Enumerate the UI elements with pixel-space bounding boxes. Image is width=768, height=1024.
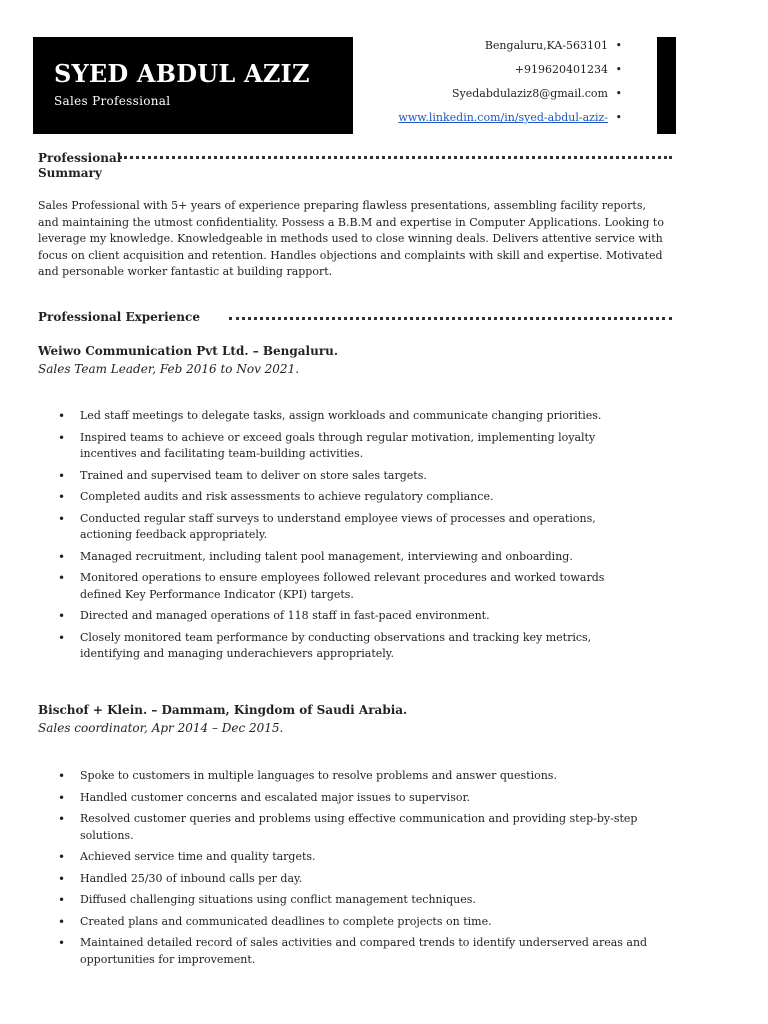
bullet-item: • Trained and supervised team to deliver on store sales targets. <box>38 468 648 485</box>
summary-divider <box>119 156 672 159</box>
experience-divider <box>229 317 672 320</box>
contact-linkedin: www.linkedin.com/in/syed-abdul-aziz- • <box>398 111 622 124</box>
bullet-item: • Closely monitored team performance by conducting observations and tracking key metrics, identifying and managing underachievers appropriately. <box>38 630 648 663</box>
contact-phone: +919620401234 • <box>514 63 622 76</box>
linkedin-link[interactable]: www.linkedin.com/in/syed-abdul-aziz- <box>398 111 608 124</box>
job-title: Sales coordinator, Apr 2014 – Dec 2015. <box>38 721 284 735</box>
job-title: Sales Team Leader, Feb 2016 to Nov 2021. <box>38 362 300 376</box>
contact-email: Syedabdulaziz8@gmail.com • <box>452 87 622 100</box>
summary-text: Sales Professional with 5+ years of experience preparing flawless presentations, assembling facility reports, and maintaining the utmost confidentiality. Possess a B.B.M and expertise in Computer Applications. Looking to leverage my knowledge. Knowledgeable in methods used to close winning deals. Delivers attentive service with focus on client acquisition and retention. Handles objections and complaints with skill and expertise. Motivated and personable worker fantastic at building rapport. <box>38 199 664 278</box>
bullet-item: • Managed recruitment, including talent pool management, interviewing and onboarding. <box>38 549 648 566</box>
bullet-item: • Maintained detailed record of sales activities and compared trends to identify underserved areas and opportunities for improvement. <box>38 935 648 968</box>
job-company: Weiwo Communication Pvt Ltd. – Bengaluru. <box>38 344 339 358</box>
contact-address: Bengaluru,KA-563101 • <box>484 39 622 52</box>
name-header <box>33 37 353 134</box>
bullet-item: • Led staff meetings to delegate tasks, assign workloads and communicate changing priorities. <box>38 408 648 425</box>
bullet-item: • Handled 25/30 of inbound calls per day. <box>38 871 648 888</box>
job-bullets <box>38 408 648 668</box>
job-company: Bischof + Klein. – Dammam, Kingdom of Saudi Arabia. <box>38 703 408 717</box>
bullet-item: • Spoke to customers in multiple languages to resolve problems and answer questions. <box>38 768 648 785</box>
experience-heading: Professional Experience <box>38 310 200 324</box>
contact-block <box>398 37 622 133</box>
candidate-role: Sales Professional <box>54 94 171 108</box>
bullet-item: • Directed and managed operations of 118 staff in fast-paced environment. <box>38 608 648 625</box>
bullet-item: • Completed audits and risk assessments to achieve regulatory compliance. <box>38 489 648 506</box>
candidate-name: SYED ABDUL AZIZ <box>54 59 310 88</box>
bullet-item: • Conducted regular staff surveys to understand employee views of processes and operations, actioning feedback appropriately. <box>38 511 648 544</box>
summary-heading: Professional Summary <box>38 151 122 180</box>
bullet-item: • Achieved service time and quality targets. <box>38 849 648 866</box>
bullet-item: • Monitored operations to ensure employees followed relevant procedures and worked towards defined Key Performance Indicator (KPI) targets. <box>38 570 648 603</box>
bullet-item: • Resolved customer queries and problems using effective communication and providing step-by-step solutions. <box>38 811 648 844</box>
bullet-item: • Created plans and communicated deadlines to complete projects on time. <box>38 914 648 931</box>
bullet-item: • Inspired teams to achieve or exceed goals through regular motivation, implementing loyalty incentives and facilitating team-building activities. <box>38 430 648 463</box>
job-bullets <box>38 768 648 973</box>
bullet-item: • Diffused challenging situations using conflict management techniques. <box>38 892 648 909</box>
bullet-item: • Handled customer concerns and escalated major issues to supervisor. <box>38 790 648 807</box>
decorative-bar <box>657 37 676 134</box>
